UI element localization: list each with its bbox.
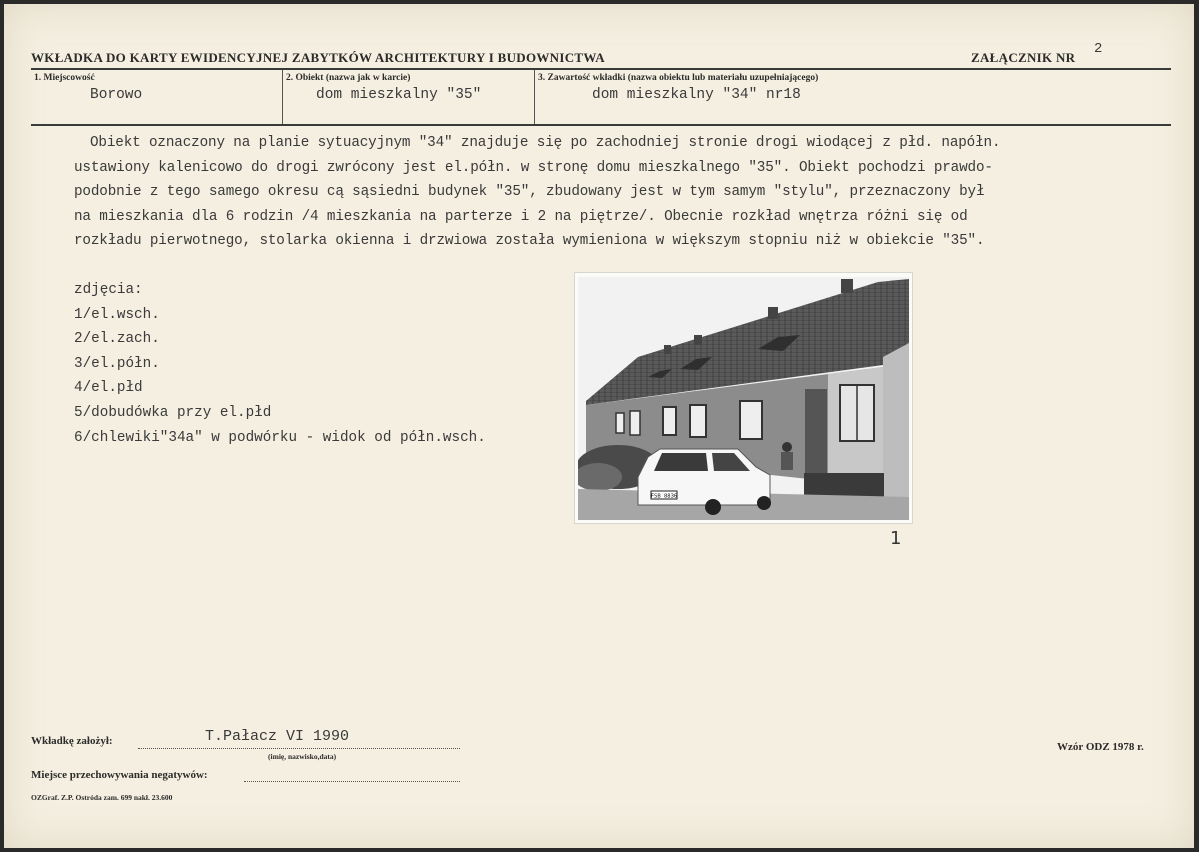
house-photograph [578,277,909,520]
photo-list-item: 1/el.wsch. [74,306,160,323]
content-label: 3. Zawartość wkładki (nazwa obiektu lub materiału uzupełniającego) [538,73,819,83]
field-divider-2 [534,70,535,124]
photo-list-item: 2/el.zach. [74,331,160,348]
description-line: Obiekt oznaczony na planie sytuacyjnym "34" znajduje się po zachodniej stronie drogi wiodącej z płd. napółn. [90,135,1001,151]
annex-number: 2 [1094,41,1103,57]
description-paragraph [74,135,1184,258]
photo-list-item: 4/el.płd [74,380,143,397]
description-line: na mieszkania dla 6 rodzin /4 mieszkania na parterze i 2 na piętrze/. Obecnie rozkład wnętrza różni się od [74,208,968,225]
photo-list-heading: zdjęcia: [74,282,143,298]
author-dotted-line [138,748,460,749]
description-line: podobnie z tego samego okresu cą sąsiedni budynek "35", zbudowany jest w tym samym "stylu", przeznaczony był [74,184,985,200]
form-code: Wzór ODZ 1978 r. [1057,741,1144,753]
storage-label: Miejsce przechowywania negatywów: [31,769,208,781]
content-value: dom mieszkalny "34" nr18 [592,87,801,103]
object-value: dom mieszkalny "35" [316,87,482,103]
object-label: 2. Obiekt (nazwa jak w karcie) [286,73,411,83]
header-rule-bottom [31,124,1171,126]
locality-label: 1. Miejscowość [34,73,95,83]
author-value: T.Pałacz VI 1990 [205,728,350,745]
author-hint: (imię, nazwisko,data) [268,752,337,761]
photo-list-item: 6/chlewiki"34a" w podwórku - widok od półn.wsch. [74,429,486,446]
description-line: ustawiony kalenicowo do drogi zwrócony jest el.półn. w stronę domu mieszkalnego "35". Obiekt pochodzi prawdo- [74,159,993,176]
form-title: WKŁADKA DO KARTY EWIDENCYJNEJ ZABYTKÓW ARCHITEKTURY I BUDOWNICTWA [31,50,605,65]
document-sheet [4,4,1194,848]
photograph-frame [574,272,913,524]
header-rule-top [31,68,1171,70]
annex-label: ZAŁĄCZNIK NR [971,50,1076,65]
photo-number: 1 [890,528,902,549]
photo-list-item: 5/dobudówka przy el.płd [74,404,272,421]
license-plate-text: FSB 8836 [650,493,678,500]
author-label: Wkładkę założył: [31,735,113,747]
printer-note: OZGraf. Z.P. Ostróda zam. 699 nakł. 23.600 [31,793,173,802]
photo-list-item: 3/el.półn. [74,355,160,372]
storage-dotted-line [244,781,460,782]
locality-value: Borowo [90,87,143,103]
photo-list [74,282,486,454]
description-line: rozkładu pierwotnego, stolarka okienna i drzwiowa została wymieniona w większym stopniu niż w obiekcie "35". [74,233,985,249]
field-divider-1 [282,70,283,124]
